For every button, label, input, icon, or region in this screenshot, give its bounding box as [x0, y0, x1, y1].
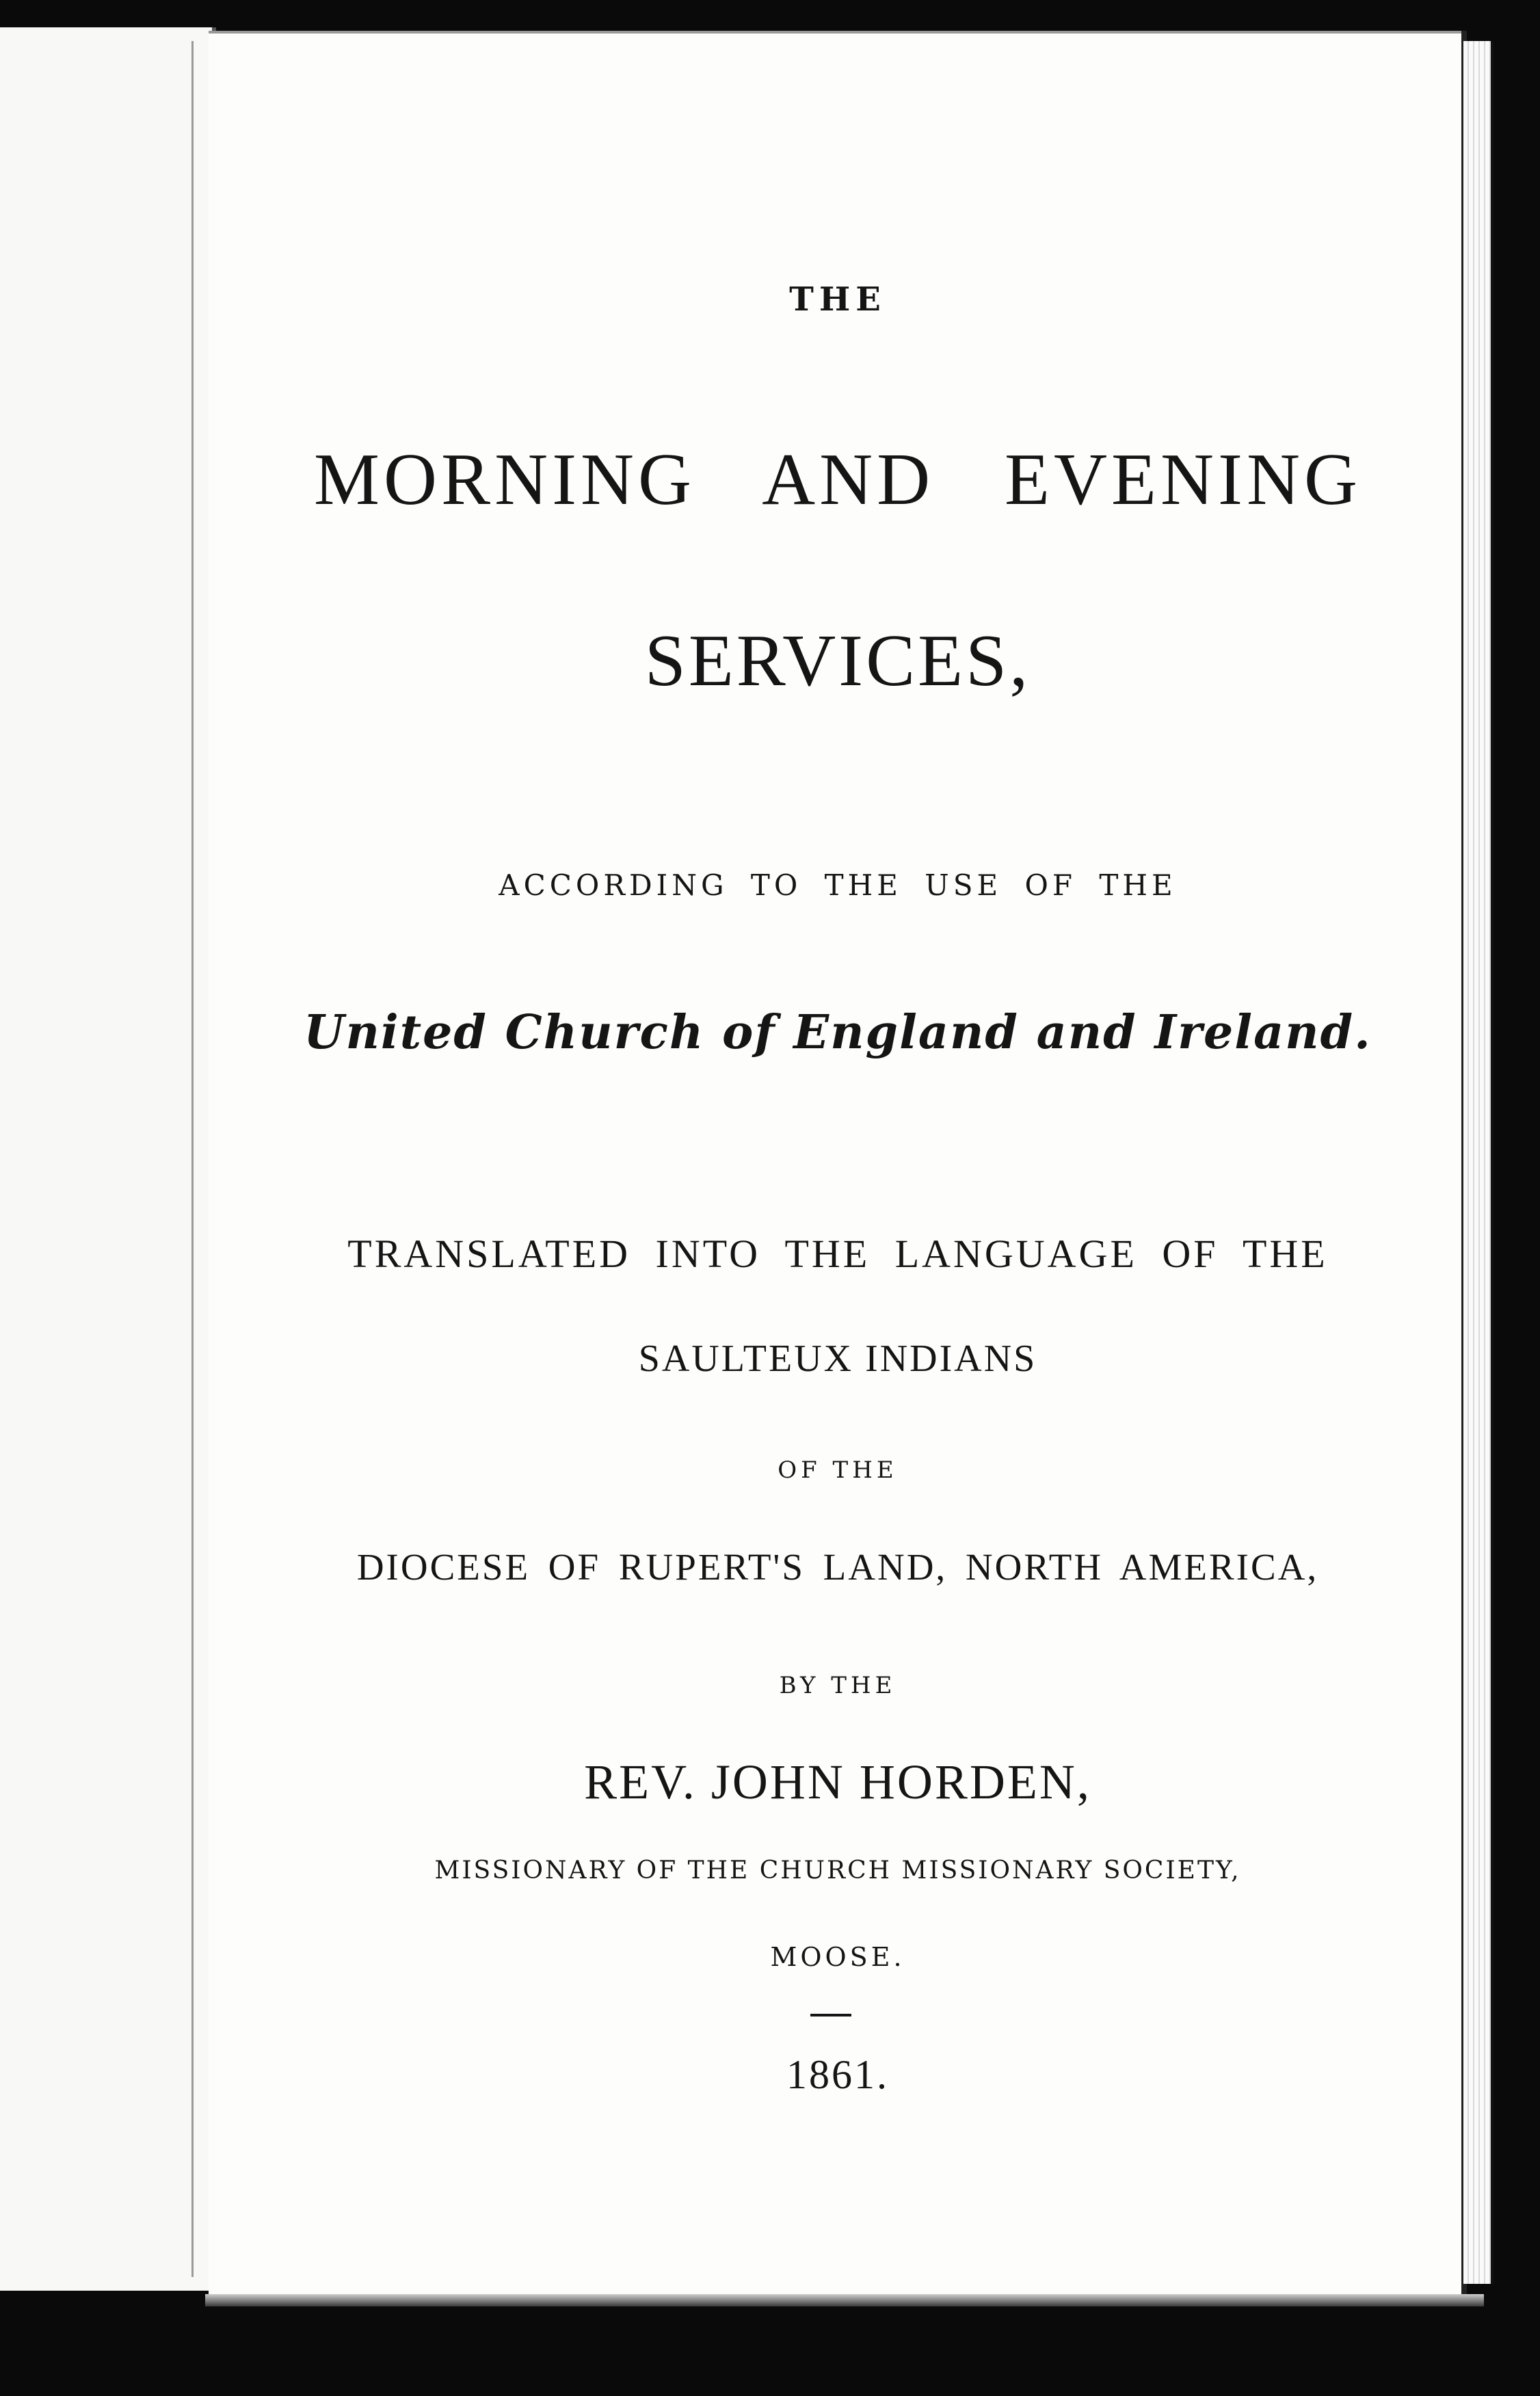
translated-line: TRANSLATED INTO THE LANGUAGE OF THE	[347, 1232, 1328, 1276]
place-line: MOOSE.	[770, 1942, 905, 1972]
left-page-gutter-line	[191, 41, 194, 2277]
page-bottom-edge	[205, 2294, 1484, 2306]
separator-rule	[810, 2014, 851, 2016]
according-line: ACCORDING TO THE USE OF THE	[499, 868, 1177, 902]
title-article: THE	[789, 280, 886, 319]
by-the-line: BY THE	[779, 1672, 897, 1699]
main-title: MORNING AND EVENING	[314, 439, 1362, 520]
page-fore-edge	[1463, 41, 1493, 2284]
diocese-line: DIOCESE OF RUPERT'S LAND, NORTH AMERICA,	[356, 1546, 1319, 1588]
main-title-services: SERVICES,	[644, 620, 1031, 702]
publication-year: 1861.	[786, 2052, 889, 2097]
author-affiliation: MISSIONARY OF THE CHURCH MISSIONARY SOCIETY,	[434, 1856, 1241, 1885]
author-name: REV. JOHN HORDEN,	[584, 1755, 1091, 1809]
saulteux-line: SAULTEUX INDIANS	[638, 1337, 1037, 1380]
church-name: United Church of England and Ireland.	[304, 1005, 1372, 1060]
left-facing-page	[0, 27, 216, 2291]
of-the-line: OF THE	[778, 1456, 898, 1484]
